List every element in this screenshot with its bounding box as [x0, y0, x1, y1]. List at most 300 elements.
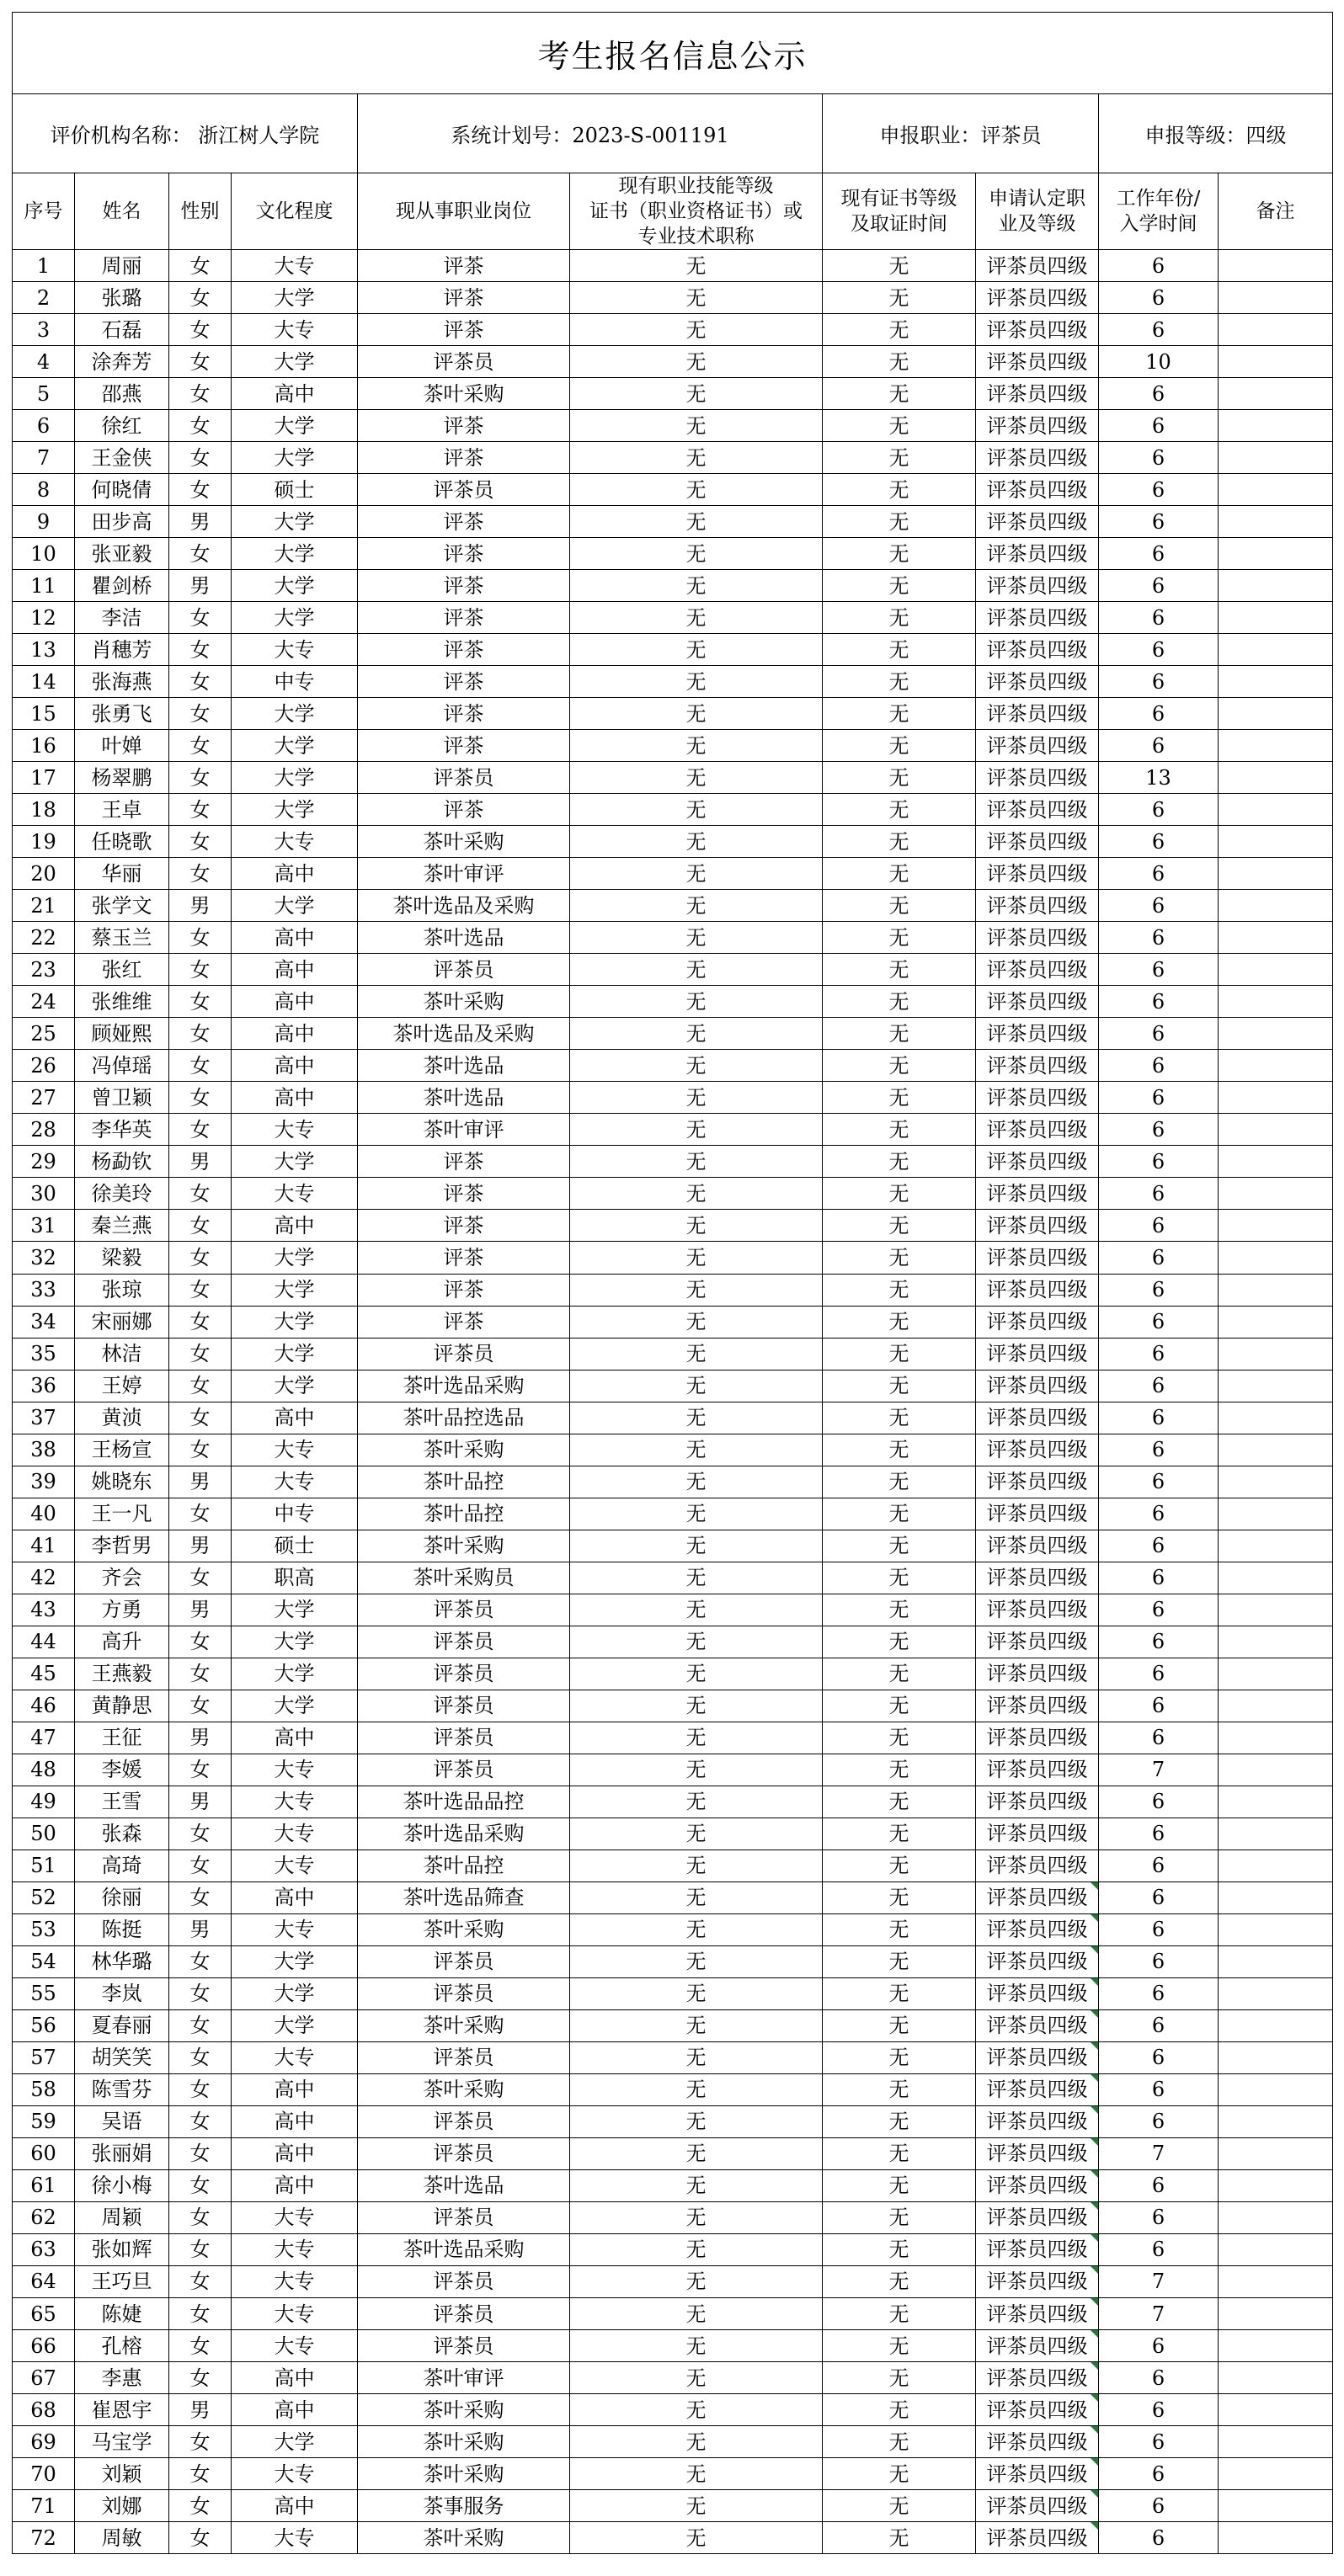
cell-education: 高中 — [232, 922, 358, 954]
cell-post: 评茶 — [358, 1210, 570, 1242]
cell-gender: 女 — [169, 474, 232, 506]
cell-years: 6 — [1099, 2458, 1219, 2490]
cell-remark — [1219, 1658, 1333, 1690]
table-row — [13, 1690, 1333, 1722]
cell-apply: 评茶员四级 — [976, 858, 1099, 890]
cell-years: 6 — [1099, 634, 1219, 666]
cell-seq: 63 — [13, 2233, 75, 2265]
table-row — [13, 2201, 1333, 2233]
cell-seq: 67 — [13, 2362, 75, 2394]
cell-remark — [1219, 1786, 1333, 1818]
cell-gender: 女 — [169, 1210, 232, 1242]
cell-post: 评茶员 — [358, 2041, 570, 2073]
cell-gender: 女 — [169, 986, 232, 1018]
cell-name: 杨翠鹏 — [75, 762, 169, 794]
page-title: 考生报名信息公示 — [13, 13, 1333, 94]
cell-indicator-icon — [1091, 2330, 1098, 2338]
cell-seq: 54 — [13, 1945, 75, 1977]
cell-remark — [1219, 826, 1333, 858]
cell-apply: 评茶员四级 — [976, 506, 1099, 538]
cell-post: 评茶员 — [358, 2201, 570, 2233]
cell-name: 马宝学 — [75, 2426, 169, 2458]
table-row — [13, 314, 1333, 346]
cell-cert: 无 — [570, 1913, 823, 1945]
cell-post: 茶叶采购 — [358, 826, 570, 858]
cell-remark — [1219, 2265, 1333, 2297]
cell-education: 高中 — [232, 986, 358, 1018]
cell-education: 大专 — [232, 250, 358, 282]
plan-number: 系统计划号：2023-S-001191 — [358, 94, 823, 173]
table-row — [13, 1146, 1333, 1178]
cell-seq: 39 — [13, 1466, 75, 1498]
cell-name: 蔡玉兰 — [75, 922, 169, 954]
cell-years: 6 — [1099, 1658, 1219, 1690]
cell-remark — [1219, 1338, 1333, 1370]
cell-seq: 31 — [13, 1210, 75, 1242]
cell-remark — [1219, 954, 1333, 986]
cell-remark — [1219, 1754, 1333, 1786]
cell-seq: 32 — [13, 1242, 75, 1274]
cell-apply: 评茶员四级 — [976, 1178, 1099, 1210]
cell-years: 10 — [1099, 346, 1219, 378]
cell-seq: 56 — [13, 2009, 75, 2041]
cell-education: 大学 — [232, 282, 358, 314]
cell-post: 茶叶采购 — [358, 2426, 570, 2458]
cell-gender: 男 — [169, 1786, 232, 1818]
cell-education: 大学 — [232, 410, 358, 442]
table-row — [13, 570, 1333, 602]
cell-remark — [1219, 1722, 1333, 1754]
table-row — [13, 1018, 1333, 1050]
table-row — [13, 2522, 1333, 2554]
cell-education: 高中 — [232, 1881, 358, 1913]
cell-apply: 评茶员四级 — [976, 538, 1099, 570]
cell-name: 林洁 — [75, 1338, 169, 1370]
cell-post: 评茶员 — [358, 2330, 570, 2362]
cell-apply: 评茶员四级 — [976, 1434, 1099, 1466]
cell-level: 无 — [823, 2298, 976, 2330]
cell-indicator-icon — [1091, 1946, 1098, 1954]
cell-seq: 70 — [13, 2458, 75, 2490]
cell-cert: 无 — [570, 1818, 823, 1850]
table-row — [13, 826, 1333, 858]
cell-level: 无 — [823, 2201, 976, 2233]
cell-remark — [1219, 2201, 1333, 2233]
cell-post: 茶叶品控 — [358, 1498, 570, 1530]
cell-years: 6 — [1099, 1850, 1219, 1881]
cell-name: 吴语 — [75, 2105, 169, 2137]
cell-cert: 无 — [570, 2073, 823, 2105]
cell-years: 6 — [1099, 570, 1219, 602]
cell-remark — [1219, 1945, 1333, 1977]
cell-gender: 女 — [169, 858, 232, 890]
cell-gender: 女 — [169, 1082, 232, 1114]
cell-remark — [1219, 1498, 1333, 1530]
cell-level: 无 — [823, 890, 976, 922]
cell-years: 6 — [1099, 2041, 1219, 2073]
cell-years: 6 — [1099, 602, 1219, 634]
cell-post: 茶叶采购员 — [358, 1562, 570, 1594]
cell-remark — [1219, 1818, 1333, 1850]
table-row — [13, 2041, 1333, 2073]
table-row — [13, 602, 1333, 634]
cell-cert: 无 — [570, 314, 823, 346]
cell-gender: 女 — [169, 346, 232, 378]
cell-apply: 评茶员四级 — [976, 762, 1099, 794]
cell-remark — [1219, 250, 1333, 282]
header-apply-line2: 业及等级 — [998, 213, 1076, 235]
cell-remark — [1219, 858, 1333, 890]
cell-cert: 无 — [570, 762, 823, 794]
cell-apply: 评茶员四级 — [976, 1658, 1099, 1690]
cell-cert: 无 — [570, 602, 823, 634]
cell-years: 6 — [1099, 1977, 1219, 2009]
cell-level: 无 — [823, 1210, 976, 1242]
cell-cert: 无 — [570, 986, 823, 1018]
cell-cert: 无 — [570, 282, 823, 314]
cell-gender: 女 — [169, 1881, 232, 1913]
cell-apply: 评茶员四级 — [976, 2394, 1099, 2426]
cell-education: 大学 — [232, 1945, 358, 1977]
cell-level: 无 — [823, 1178, 976, 1210]
cell-remark — [1219, 762, 1333, 794]
cell-indicator-icon — [1091, 2426, 1098, 2434]
cell-remark — [1219, 2298, 1333, 2330]
table-row — [13, 1658, 1333, 1690]
table-row — [13, 1881, 1333, 1913]
cell-remark — [1219, 1114, 1333, 1146]
cell-apply: 评茶员四级 — [976, 1945, 1099, 1977]
cell-post: 评茶员 — [358, 346, 570, 378]
cell-cert: 无 — [570, 2490, 823, 2522]
cell-name: 叶婵 — [75, 730, 169, 762]
header-name: 姓名 — [75, 173, 169, 250]
cell-years: 6 — [1099, 1050, 1219, 1082]
cell-remark — [1219, 2522, 1333, 2554]
cell-name: 孔榕 — [75, 2330, 169, 2362]
cell-seq: 9 — [13, 506, 75, 538]
table-row — [13, 2073, 1333, 2105]
header-years — [1099, 173, 1219, 250]
cell-cert: 无 — [570, 1306, 823, 1338]
cell-level: 无 — [823, 2105, 976, 2137]
cell-post: 茶叶选品采购 — [358, 2233, 570, 2265]
cell-name: 林华璐 — [75, 1945, 169, 1977]
cell-seq: 38 — [13, 1434, 75, 1466]
cell-years: 6 — [1099, 1818, 1219, 1850]
cell-years: 6 — [1099, 1881, 1219, 1913]
cell-remark — [1219, 602, 1333, 634]
cell-post: 评茶 — [358, 794, 570, 826]
cell-remark — [1219, 2009, 1333, 2041]
cell-cert: 无 — [570, 2330, 823, 2362]
table-row — [13, 2458, 1333, 2490]
cell-level: 无 — [823, 1626, 976, 1658]
cell-level: 无 — [823, 474, 976, 506]
cell-cert: 无 — [570, 1338, 823, 1370]
cell-name: 李华英 — [75, 1114, 169, 1146]
cell-post: 茶叶采购 — [358, 986, 570, 1018]
header-remark: 备注 — [1219, 173, 1333, 250]
cell-cert: 无 — [570, 890, 823, 922]
cell-gender: 女 — [169, 730, 232, 762]
cell-name: 顾娅熙 — [75, 1018, 169, 1050]
table-row — [13, 2105, 1333, 2137]
cell-years: 6 — [1099, 1210, 1219, 1242]
cell-post: 评茶 — [358, 1274, 570, 1306]
cell-cert: 无 — [570, 954, 823, 986]
cell-apply: 评茶员四级 — [976, 730, 1099, 762]
cell-remark — [1219, 1274, 1333, 1306]
cell-education: 大专 — [232, 2522, 358, 2554]
cell-gender: 女 — [169, 2362, 232, 2394]
cell-education: 大学 — [232, 698, 358, 730]
cell-name: 张丽娟 — [75, 2137, 169, 2169]
cell-apply: 评茶员四级 — [976, 1274, 1099, 1306]
table-row — [13, 2330, 1333, 2362]
cell-seq: 53 — [13, 1913, 75, 1945]
cell-apply: 评茶员四级 — [976, 1913, 1099, 1945]
cell-education: 大专 — [232, 1786, 358, 1818]
cell-name: 梁毅 — [75, 1242, 169, 1274]
cell-post: 评茶员 — [358, 1754, 570, 1786]
cell-gender: 男 — [169, 570, 232, 602]
cell-seq: 71 — [13, 2490, 75, 2522]
cell-remark — [1219, 2041, 1333, 2073]
table-row — [13, 2009, 1333, 2041]
cell-years: 6 — [1099, 538, 1219, 570]
cell-seq: 46 — [13, 1690, 75, 1722]
table-row — [13, 1338, 1333, 1370]
cell-apply: 评茶员四级 — [976, 2073, 1099, 2105]
cell-gender: 女 — [169, 1274, 232, 1306]
cell-education: 大学 — [232, 1242, 358, 1274]
cell-years: 6 — [1099, 698, 1219, 730]
cell-level: 无 — [823, 698, 976, 730]
cell-level: 无 — [823, 1690, 976, 1722]
cell-apply: 评茶员四级 — [976, 346, 1099, 378]
cell-post: 茶叶采购 — [358, 378, 570, 410]
cell-years: 7 — [1099, 2137, 1219, 2169]
cell-level: 无 — [823, 314, 976, 346]
cell-gender: 男 — [169, 1466, 232, 1498]
cell-years: 6 — [1099, 1562, 1219, 1594]
cell-cert: 无 — [570, 2105, 823, 2137]
cell-gender: 男 — [169, 1594, 232, 1626]
cell-years: 6 — [1099, 922, 1219, 954]
cell-level: 无 — [823, 2265, 976, 2297]
cell-gender: 女 — [169, 1242, 232, 1274]
cell-seq: 51 — [13, 1850, 75, 1881]
cell-years: 6 — [1099, 1913, 1219, 1945]
cell-education: 高中 — [232, 378, 358, 410]
cell-remark — [1219, 2073, 1333, 2105]
cell-education: 大学 — [232, 1146, 358, 1178]
cell-seq: 28 — [13, 1114, 75, 1146]
table-row — [13, 1850, 1333, 1881]
cell-seq: 35 — [13, 1338, 75, 1370]
cell-years: 6 — [1099, 858, 1219, 890]
cell-post: 评茶 — [358, 1178, 570, 1210]
cell-cert: 无 — [570, 1402, 823, 1434]
cell-seq: 64 — [13, 2265, 75, 2297]
cell-years: 6 — [1099, 1594, 1219, 1626]
cell-level: 无 — [823, 954, 976, 986]
cell-education: 大专 — [232, 2041, 358, 2073]
cell-education: 大专 — [232, 1114, 358, 1146]
cell-indicator-icon — [1091, 2298, 1098, 2306]
cell-apply: 评茶员四级 — [976, 1722, 1099, 1754]
cell-name: 王雪 — [75, 1786, 169, 1818]
cell-post: 茶叶品控选品 — [358, 1402, 570, 1434]
cell-years: 6 — [1099, 1690, 1219, 1722]
cell-cert: 无 — [570, 1562, 823, 1594]
header-level — [823, 173, 976, 250]
header-apply-line1: 申请认定职 — [989, 188, 1085, 210]
cell-seq: 12 — [13, 602, 75, 634]
table-row — [13, 282, 1333, 314]
cell-level: 无 — [823, 1881, 976, 1913]
cell-seq: 29 — [13, 1146, 75, 1178]
cell-name: 王金侠 — [75, 442, 169, 474]
cell-remark — [1219, 634, 1333, 666]
cell-post: 评茶 — [358, 602, 570, 634]
header-apply — [976, 173, 1099, 250]
cell-name: 黄静思 — [75, 1690, 169, 1722]
cell-remark — [1219, 1050, 1333, 1082]
cell-remark — [1219, 1242, 1333, 1274]
cell-cert: 无 — [570, 2362, 823, 2394]
cell-remark — [1219, 2169, 1333, 2201]
cell-seq: 30 — [13, 1178, 75, 1210]
cell-level: 无 — [823, 410, 976, 442]
cell-indicator-icon — [1091, 2394, 1098, 2402]
cell-cert: 无 — [570, 1658, 823, 1690]
cell-remark — [1219, 1594, 1333, 1626]
cell-name: 王杨宣 — [75, 1434, 169, 1466]
cell-name: 李媛 — [75, 1754, 169, 1786]
cell-gender: 女 — [169, 602, 232, 634]
cell-seq: 17 — [13, 762, 75, 794]
cell-years: 6 — [1099, 410, 1219, 442]
cell-cert: 无 — [570, 2522, 823, 2554]
cell-education: 大学 — [232, 602, 358, 634]
cell-education: 中专 — [232, 1498, 358, 1530]
registration-table — [12, 12, 1333, 2554]
cell-years: 6 — [1099, 2105, 1219, 2137]
cell-apply: 评茶员四级 — [976, 1690, 1099, 1722]
cell-indicator-icon — [1091, 2266, 1098, 2274]
cell-level: 无 — [823, 730, 976, 762]
table-row — [13, 410, 1333, 442]
cell-seq: 20 — [13, 858, 75, 890]
cell-name: 高升 — [75, 1626, 169, 1658]
cell-apply: 评茶员四级 — [976, 954, 1099, 986]
cell-gender: 女 — [169, 1977, 232, 2009]
table-row — [13, 1945, 1333, 1977]
cell-name: 瞿剑桥 — [75, 570, 169, 602]
cell-indicator-icon — [1091, 2202, 1098, 2210]
cell-years: 6 — [1099, 1786, 1219, 1818]
cell-name: 何晓倩 — [75, 474, 169, 506]
cell-apply: 评茶员四级 — [976, 922, 1099, 954]
cell-name: 周敏 — [75, 2522, 169, 2554]
cell-cert: 无 — [570, 1242, 823, 1274]
cell-level: 无 — [823, 2458, 976, 2490]
cell-cert: 无 — [570, 2298, 823, 2330]
cell-gender: 女 — [169, 1114, 232, 1146]
cell-years: 6 — [1099, 2394, 1219, 2426]
cell-education: 大学 — [232, 442, 358, 474]
cell-apply: 评茶员四级 — [976, 1338, 1099, 1370]
cell-seq: 72 — [13, 2522, 75, 2554]
cell-apply: 评茶员四级 — [976, 1498, 1099, 1530]
cell-apply: 评茶员四级 — [976, 250, 1099, 282]
cell-remark — [1219, 410, 1333, 442]
cell-cert: 无 — [570, 1626, 823, 1658]
cell-post: 评茶员 — [358, 1594, 570, 1626]
cell-gender: 女 — [169, 2233, 232, 2265]
cell-name: 崔恩宇 — [75, 2394, 169, 2426]
cell-gender: 女 — [169, 282, 232, 314]
cell-education: 大学 — [232, 1274, 358, 1306]
cell-name: 徐美玲 — [75, 1178, 169, 1210]
cell-cert: 无 — [570, 1881, 823, 1913]
cell-level: 无 — [823, 1082, 976, 1114]
cell-education: 高中 — [232, 1082, 358, 1114]
cell-level: 无 — [823, 1402, 976, 1434]
cell-cert: 无 — [570, 826, 823, 858]
table-row — [13, 442, 1333, 474]
cell-years: 6 — [1099, 474, 1219, 506]
cell-seq: 4 — [13, 346, 75, 378]
cell-cert: 无 — [570, 1594, 823, 1626]
cell-name: 华丽 — [75, 858, 169, 890]
cell-years: 6 — [1099, 506, 1219, 538]
cell-cert: 无 — [570, 1786, 823, 1818]
cell-cert: 无 — [570, 698, 823, 730]
cell-name: 胡笑笑 — [75, 2041, 169, 2073]
cell-post: 茶叶审评 — [358, 1114, 570, 1146]
cell-seq: 44 — [13, 1626, 75, 1658]
cell-education: 大专 — [232, 1754, 358, 1786]
cell-level: 无 — [823, 794, 976, 826]
cell-remark — [1219, 2233, 1333, 2265]
cell-education: 高中 — [232, 2362, 358, 2394]
cell-seq: 58 — [13, 2073, 75, 2105]
cell-post: 茶叶采购 — [358, 2522, 570, 2554]
cell-post: 茶叶采购 — [358, 2073, 570, 2105]
cell-years: 6 — [1099, 1945, 1219, 1977]
cell-post: 评茶 — [358, 314, 570, 346]
cell-seq: 1 — [13, 250, 75, 282]
table-row — [13, 1114, 1333, 1146]
table-row — [13, 1818, 1333, 1850]
cell-years: 6 — [1099, 1434, 1219, 1466]
cell-remark — [1219, 378, 1333, 410]
cell-cert: 无 — [570, 922, 823, 954]
cell-level: 无 — [823, 2490, 976, 2522]
cell-apply: 评茶员四级 — [976, 986, 1099, 1018]
cell-seq: 42 — [13, 1562, 75, 1594]
cell-gender: 女 — [169, 1018, 232, 1050]
cell-level: 无 — [823, 1274, 976, 1306]
table-row — [13, 1977, 1333, 2009]
cell-level: 无 — [823, 1722, 976, 1754]
cell-cert: 无 — [570, 1722, 823, 1754]
table-row — [13, 1306, 1333, 1338]
cell-education: 大学 — [232, 2009, 358, 2041]
